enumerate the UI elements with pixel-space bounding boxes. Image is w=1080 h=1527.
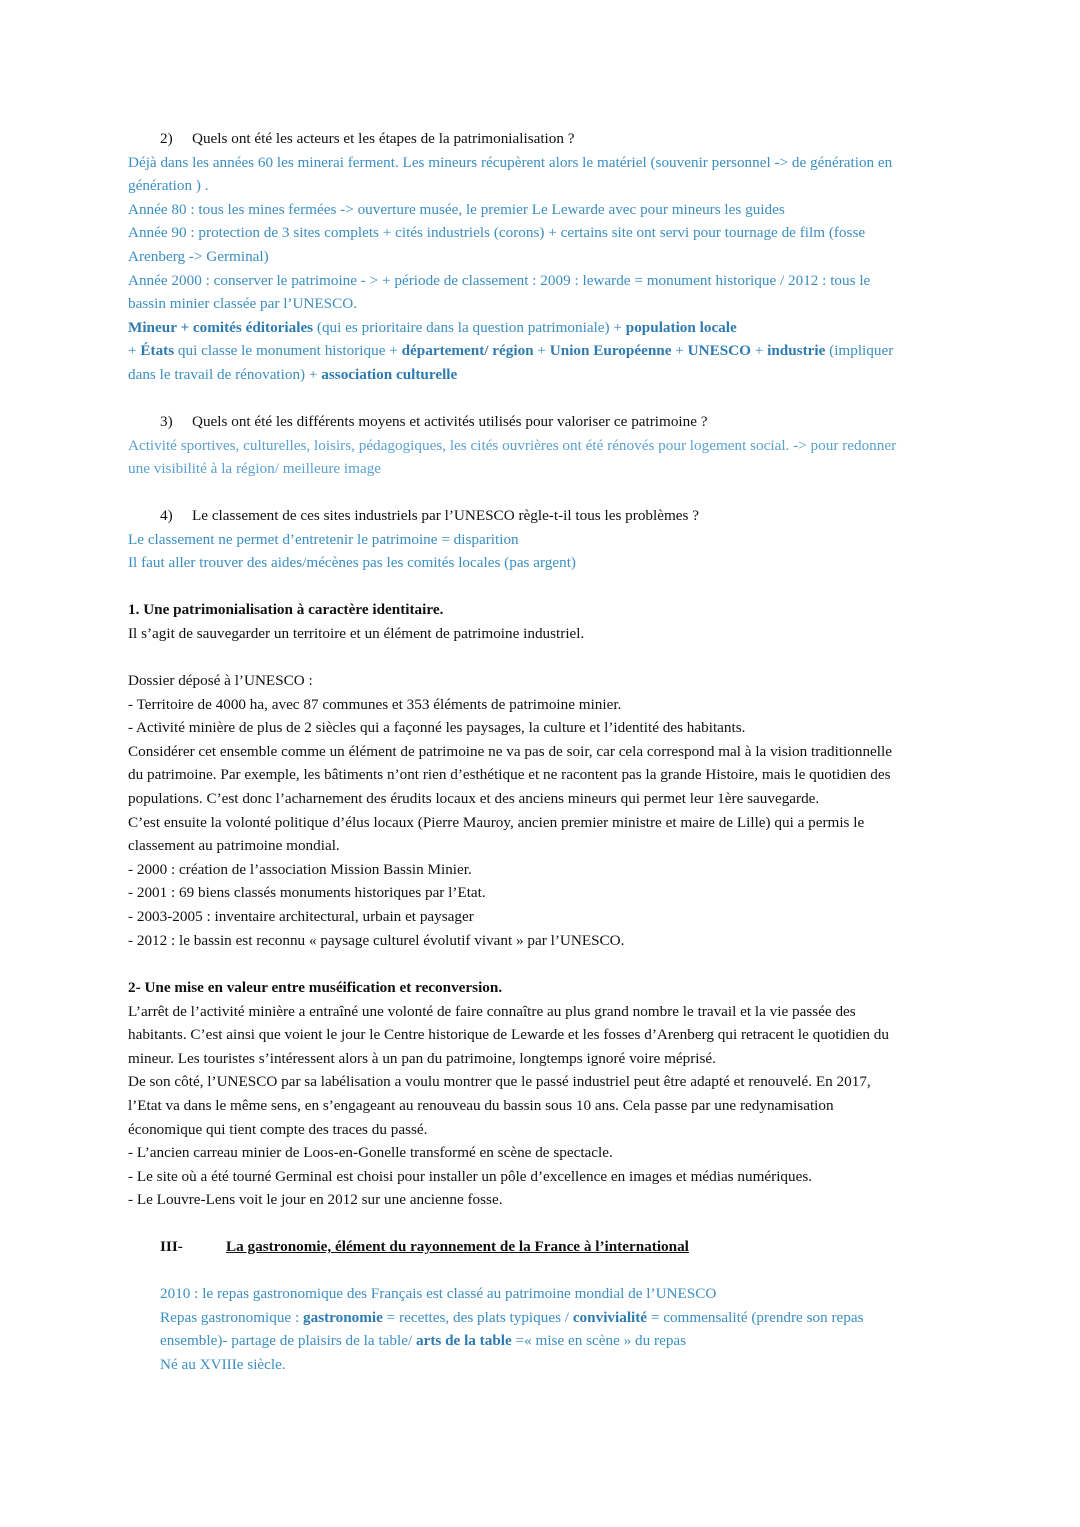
body-line: - L’ancien carreau minier de Loos-en-Gonelle transformé en scène de spectacle. [128,1144,613,1162]
question-3-text: Quels ont été les différents moyens et activités utilisés pour valoriser ce patrimoine ? [192,413,708,430]
answer-line: génération ) . [128,177,209,195]
actor-term: Mineur + comités éditoriales [128,318,314,336]
answer-line: bassin minier classée par l’UNESCO. [128,295,358,313]
body-text: = commensalité (prendre son repas [647,1308,864,1326]
section-3-title-text: La gastronomie, élément du rayonnement de la France à l’international [226,1238,689,1255]
section-1-intro: Il s’agit de sauvegarder un territoire et un élément de patrimoine industriel. [128,624,585,642]
actor-text: + [750,342,768,360]
actors-line-2 [128,339,948,363]
actor-term: Union Européenne [549,342,672,360]
actor-text: (qui es prioritaire dans la question patrimoniale) + [313,318,626,336]
body-line: De son côté, l’UNESCO par sa labélisation a voulu montrer que le passé industriel peut être adapté et renouvelé. En 2017, [128,1073,871,1091]
body-line: - 2001 : 69 biens classés monuments historiques par l’Etat. [128,884,486,902]
body-line: l’Etat va dans le même sens, en s’engageant au renouveau du bassin sous 10 ans. Cela passe par une redynamisation [128,1096,834,1114]
section-2-block [128,976,948,1212]
section-3-number: III- [160,1238,183,1255]
question-4-text: Le classement de ces sites industriels par l’UNESCO règle-t-il tous les problèmes ? [192,507,699,524]
section-2-title [128,976,948,1000]
body-line: C’est ensuite la volonté politique d’élus locaux (Pierre Mauroy, ancien premier ministre et maire de Lille) qui a permis le [128,813,865,831]
body-line [160,1306,980,1330]
actor-text: (impliquer [825,342,894,360]
section-3-title [160,1235,980,1259]
body-text: =« mise en scène » du repas [511,1332,687,1350]
question-3-block [128,410,948,481]
body-line: - Territoire de 4000 ha, avec 87 communes et 353 éléments de patrimoine minier. [128,695,622,713]
answer-line: Il faut aller trouver des aides/mécènes pas les comités locales (pas argent) [128,554,576,572]
body-line: du patrimoine. Par exemple, les bâtiments n’ont rien d’esthétique et ne racontent pas la grande Histoire, mais le quotidien des [128,766,891,784]
answer-line: Année 80 : tous les mines fermées -> ouverture musée, le premier Le Lewarde avec pour mineurs les guides [128,200,785,218]
question-4-number: 4) [160,507,173,524]
answer-line: Activité sportives, culturelles, loisirs, pédagogiques, les cités ouvrières ont été rénovés pour logement social. -> pour redonner [128,436,897,454]
key-term: arts de la table [415,1332,512,1350]
answer-line: Déjà dans les années 60 les minerai ferment. Les mineurs récupèrent alors le matériel (souvenir personnel -> de génération en [128,153,893,171]
question-4 [128,504,948,528]
actor-term: États [140,342,175,360]
question-2-number: 2) [160,130,173,147]
answer-line: Arenberg -> Germinal) [128,247,269,265]
body-text: ensemble)- partage de plaisirs de la table/ [160,1332,416,1350]
body-line [160,1329,980,1353]
body-line: classement au patrimoine mondial. [128,837,340,855]
actor-text: dans le travail de rénovation) + [128,365,322,383]
question-3-number: 3) [160,413,173,430]
answer-line: Année 2000 : conserver le patrimoine - > + période de classement : 2009 : lewarde = monument historique / 2012 : tous le [128,271,871,289]
actor-term: population locale [625,318,737,336]
question-2-text: Quels ont été les acteurs et les étapes de la patrimonialisation ? [192,130,575,147]
body-line: - Le site où a été tourné Germinal est choisi pour installer un pôle d’excellence en images et médias numériques. [128,1167,813,1185]
body-line: Né au XVIIIe siècle. [160,1355,286,1373]
actor-term: association culturelle [321,365,458,383]
answer-line: Année 90 : protection de 3 sites complets + cités industriels (corons) + certains site ont servi pour tournage de film (fosse [128,224,866,242]
section-1-body [128,669,948,952]
actors-line-3 [128,363,948,387]
body-line: - Activité minière de plus de 2 siècles qui a façonné les paysages, la culture et l’identité des habitants. [128,719,746,737]
actor-term: département/ région [401,342,534,360]
actor-text: + [671,342,688,360]
question-3 [128,410,948,434]
body-line: - 2003-2005 : inventaire architectural, urbain et paysager [128,907,474,925]
body-line: - Le Louvre-Lens voit le jour en 2012 sur une ancienne fosse. [128,1191,503,1209]
body-line: L’arrêt de l’activité minière a entraîné une volonté de faire connaître au plus grand nombre le travail et la vie passée des [128,1002,856,1020]
question-2 [128,127,948,151]
body-text: Repas gastronomique : [160,1308,303,1326]
section-1-block [128,598,948,645]
body-line: habitants. C’est ainsi que voient le jour le Centre historique de Lewarde et les fosses d’Arenberg qui retracent le quotidien du [128,1026,889,1044]
actors-line-1 [128,316,948,340]
section-1-title-text: 1. Une patrimonialisation à caractère identitaire. [128,601,444,618]
actor-term: industrie [767,342,826,360]
answer-line: Le classement ne permet d’entretenir le patrimoine = disparition [128,530,519,548]
actor-text: + [533,342,550,360]
body-line: mineur. Les touristes s’intéressent alors à un pan du patrimoine, longtemps ignoré voire méprisé. [128,1049,716,1067]
body-line: - 2012 : le bassin est reconnu « paysage culturel évolutif vivant » par l’UNESCO. [128,931,625,949]
actor-text: + [128,342,141,360]
section-3-heading [160,1235,980,1259]
actor-text: qui classe le monument historique + [174,342,402,360]
body-line: Dossier déposé à l’UNESCO : [128,672,313,689]
key-term: convivialité [572,1308,648,1326]
body-line: économique qui tient compte des traces du passé. [128,1120,428,1138]
section-1-title [128,598,948,622]
section-2-title-text: 2- Une mise en valeur entre muséification et reconversion. [128,979,503,996]
actor-term: UNESCO [687,342,751,360]
answer-line: une visibilité à la région/ meilleure image [128,460,382,478]
body-line: populations. C’est donc l’acharnement des érudits locaux et des anciens mineurs qui permet leur 1ère sauvegarde. [128,789,820,807]
body-line: - 2000 : création de l’association Mission Bassin Minier. [128,860,472,878]
section-3-body [160,1282,980,1376]
body-line: 2010 : le repas gastronomique des Français est classé au patrimoine mondial de l’UNESCO [160,1285,717,1302]
question-4-block [128,504,948,575]
body-line: Considérer cet ensemble comme un élément de patrimoine ne va pas de soir, car cela correspond mal à la vision traditionnelle [128,742,892,760]
key-term: gastronomie [303,1308,383,1326]
question-2-block [128,127,948,387]
body-text: = recettes, des plats typiques / [382,1308,573,1326]
